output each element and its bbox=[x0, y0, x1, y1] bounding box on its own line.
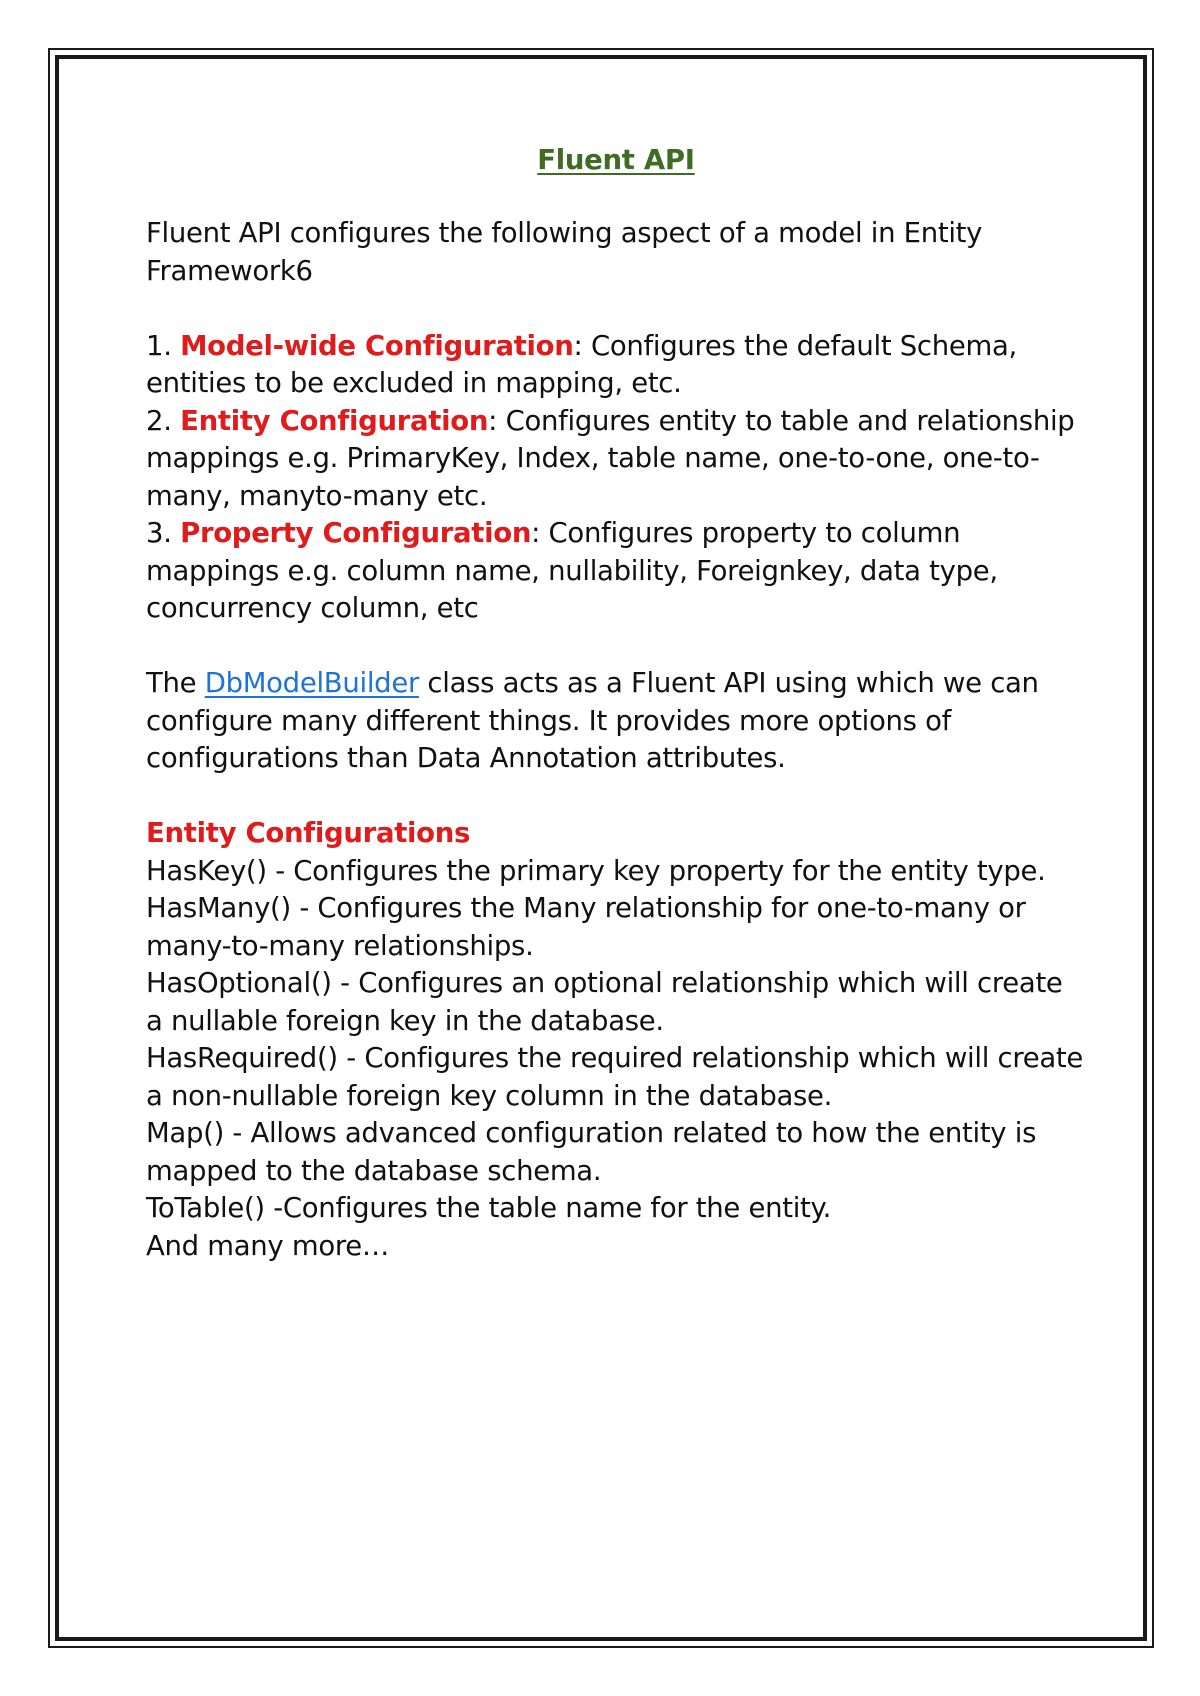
list-item-number: 3. bbox=[146, 517, 181, 549]
list-item-number: 1. bbox=[146, 329, 181, 362]
config-line-totable: ToTable() -Configures the table name for the entity. bbox=[146, 1192, 832, 1224]
config-line-haskey: HasKey() - Configures the primary key property for the entity type. bbox=[146, 854, 1046, 887]
config-line-hasmany: HasMany() - Configures the Many relationship for one-to-many or many-to-many relationships. bbox=[146, 892, 1026, 962]
list-item-term: Entity Configuration bbox=[180, 404, 489, 437]
spacer bbox=[146, 628, 1086, 666]
list-item-model-wide bbox=[146, 328, 1086, 403]
list-item-term: Model-wide Configuration bbox=[180, 329, 574, 362]
list-item-entity bbox=[146, 403, 1086, 516]
paragraph-suffix: class acts as a Fluent API using which we can configure many different things. It provides more options of configurations than Data Annotation attributes. bbox=[146, 667, 1039, 774]
dbmodelbuilder-link[interactable]: DbModelBuilder bbox=[204, 667, 419, 699]
list-item-number: 2. bbox=[146, 404, 181, 437]
page-title: Fluent API bbox=[537, 144, 695, 176]
entity-configurations-heading: Entity Configurations bbox=[146, 817, 471, 849]
list-item-term: Property Configuration bbox=[180, 517, 532, 549]
spacer bbox=[146, 290, 1086, 328]
document-body bbox=[146, 140, 1086, 1265]
config-line-more: And many more… bbox=[146, 1229, 390, 1262]
list-item-description: : Configures property to column mappings e.g. column name, nullability, Foreignkey, data type, concurrency column, etc bbox=[146, 517, 998, 624]
config-line-hasrequired: HasRequired() - Configures the required relationship which will create a non-nullable foreign key column in the database. bbox=[146, 1042, 1083, 1112]
spacer bbox=[146, 778, 1086, 816]
intro-paragraph: Fluent API configures the following aspect of a model in Entity Framework6 bbox=[146, 217, 983, 287]
list-item-description: : Configures entity to table and relationship mappings e.g. PrimaryKey, Index, table name, one-to-one, one-to-many, manyto-many etc. bbox=[146, 404, 1075, 512]
dbmodelbuilder-paragraph bbox=[146, 665, 1086, 778]
config-line-hasoptional: HasOptional() - Configures an optional relationship which will create a nullable foreign key in the database. bbox=[146, 967, 1063, 1037]
list-item-property bbox=[146, 515, 1086, 628]
config-line-map: Map() - Allows advanced configuration related to how the entity is mapped to the database schema. bbox=[146, 1117, 1037, 1187]
paragraph-prefix: The bbox=[146, 667, 205, 699]
list-item-description: : Configures the default Schema, entities to be excluded in mapping, etc. bbox=[146, 329, 1017, 399]
